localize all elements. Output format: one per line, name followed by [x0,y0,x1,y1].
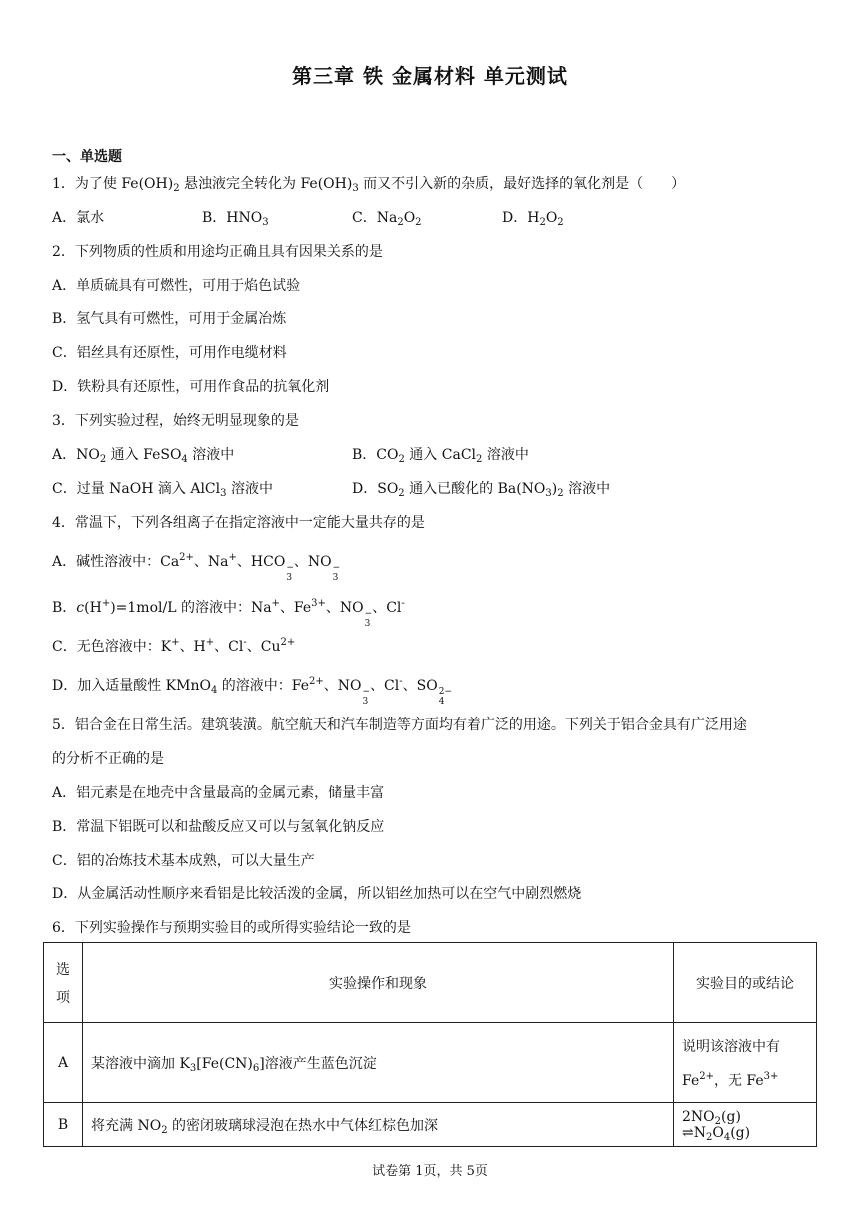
row-operation-cell: 某溶液中滴加 $K_3[Fe(CN)_6]$溶液产生蓝色沉淀 [83,1023,674,1103]
row-option-label: A [44,1023,83,1103]
q4-option-a: A．碱性溶液中：$Ca^{2+}$、Na+、HCO − 3 、NO − 3 [52,552,341,583]
q4-option-b: B．c(H+)=1mol/L 的溶液中：Na+、$Fe^{3+}$、NO − 3 、Cl- [52,598,405,629]
q5-option-d: D．从金属活动性顺序来看铝是比较活泼的金属，所以铝丝加热可以在空气中剧烈燃烧 [52,886,582,902]
row-result-cell: 说明该溶液中有 $Fe^{2+}$，无 $Fe^{3+}$ [674,1023,817,1103]
question-4-stem: 4．常温下，下列各组离子在指定溶液中一定能大量共存的是 [52,515,425,531]
row-result-cell: $2NO_2(g)$ $\rightleftharpoons N_2O_4(g)$ [674,1103,817,1147]
q1-option-d: D．$H_2O_2$ [502,210,564,228]
row-operation-cell: 将充满 $NO_2$ 的密闭玻璃球浸泡在热水中气体红棕色加深 [83,1103,674,1147]
q2-option-b: B．氢气具有可燃性，可用于金属冶炼 [52,311,287,327]
q5-option-c: C．铝的冶炼技术基本成熟，可以大量生产 [52,853,315,869]
question-6-stem: 6．下列实验操作与预期实验目的或所得实验结论一致的是 [52,920,411,936]
question-3-stem: 3．下列实验过程，始终无明显现象的是 [52,413,299,429]
q3-option-c: C．过量 NaOH 滴入 AlCl$_3$ 溶液中 [52,481,273,499]
question-1-stem: 1．为了使 $Fe(OH)_2$ 悬浊液完全转化为 $Fe(OH)_3$ 而又不引入新的杂质，最好选择的氧化剂是（ ） [52,176,686,194]
question-5-stem-cont: 的分析不正确的是 [52,751,164,767]
question-2-stem: 2．下列物质的性质和用途均正确且具有因果关系的是 [52,244,383,260]
q5-option-b: B．常温下铝既可以和盐酸反应又可以与氢氧化钠反应 [52,819,385,835]
page-title: 第三章 铁 金属材料 单元测试 [292,64,568,88]
table-header-row [44,943,817,1023]
q1-option-b: B．$HNO_3$ [202,210,269,228]
q2-option-a: A．单质硫具有可燃性，可用于焰色试验 [52,278,301,294]
header-operation-cell: 实验操作和现象 [83,943,674,1023]
q3-option-d: D．$SO_2$ 通入已酸化的 $Ba(NO_3)_2$ 溶液中 [352,481,611,499]
q2-option-d: D．铁粉具有还原性，可用作食品的抗氧化剂 [52,379,330,395]
q4-option-d: D．加入适量酸性 KMnO$_4$ 的溶液中：$Fe^{2+}$、NO − 3 、Cl-、SO 2− 4 [52,676,453,707]
header-result-cell: 实验目的或结论 [674,943,817,1023]
q4-option-c: C．无色溶液中：K+、H+、Cl-、$Cu^{2+}$ [52,637,296,655]
header-option-cell: 选 项 [44,943,83,1023]
table-row [44,1023,817,1103]
row-option-label: B [44,1103,83,1147]
section-heading: 一、单选题 [52,149,122,165]
page-footer: 试卷第 1页，共 5页 [372,1164,488,1179]
table-row [44,1103,817,1147]
q2-option-c: C．铝丝具有还原性，可用作电缆材料 [52,345,287,361]
q5-option-a: A．铝元素是在地壳中含量最高的金属元素，储量丰富 [52,785,385,801]
experiment-table [43,942,817,1147]
question-5-stem: 5．铝合金在日常生活。建筑装潢。航空航天和汽车制造等方面均有着广泛的用途。下列关于铝合金具有广泛用途 [52,717,747,733]
q3-option-a: A．$NO_2$ 通入 FeSO$_4$ 溶液中 [52,447,235,465]
q1-option-a: A．氯水 [52,210,105,226]
q1-option-c: C．$Na_2O_2$ [352,210,422,228]
q3-option-b: B．$CO_2$ 通入 CaCl$_2$ 溶液中 [352,447,529,465]
